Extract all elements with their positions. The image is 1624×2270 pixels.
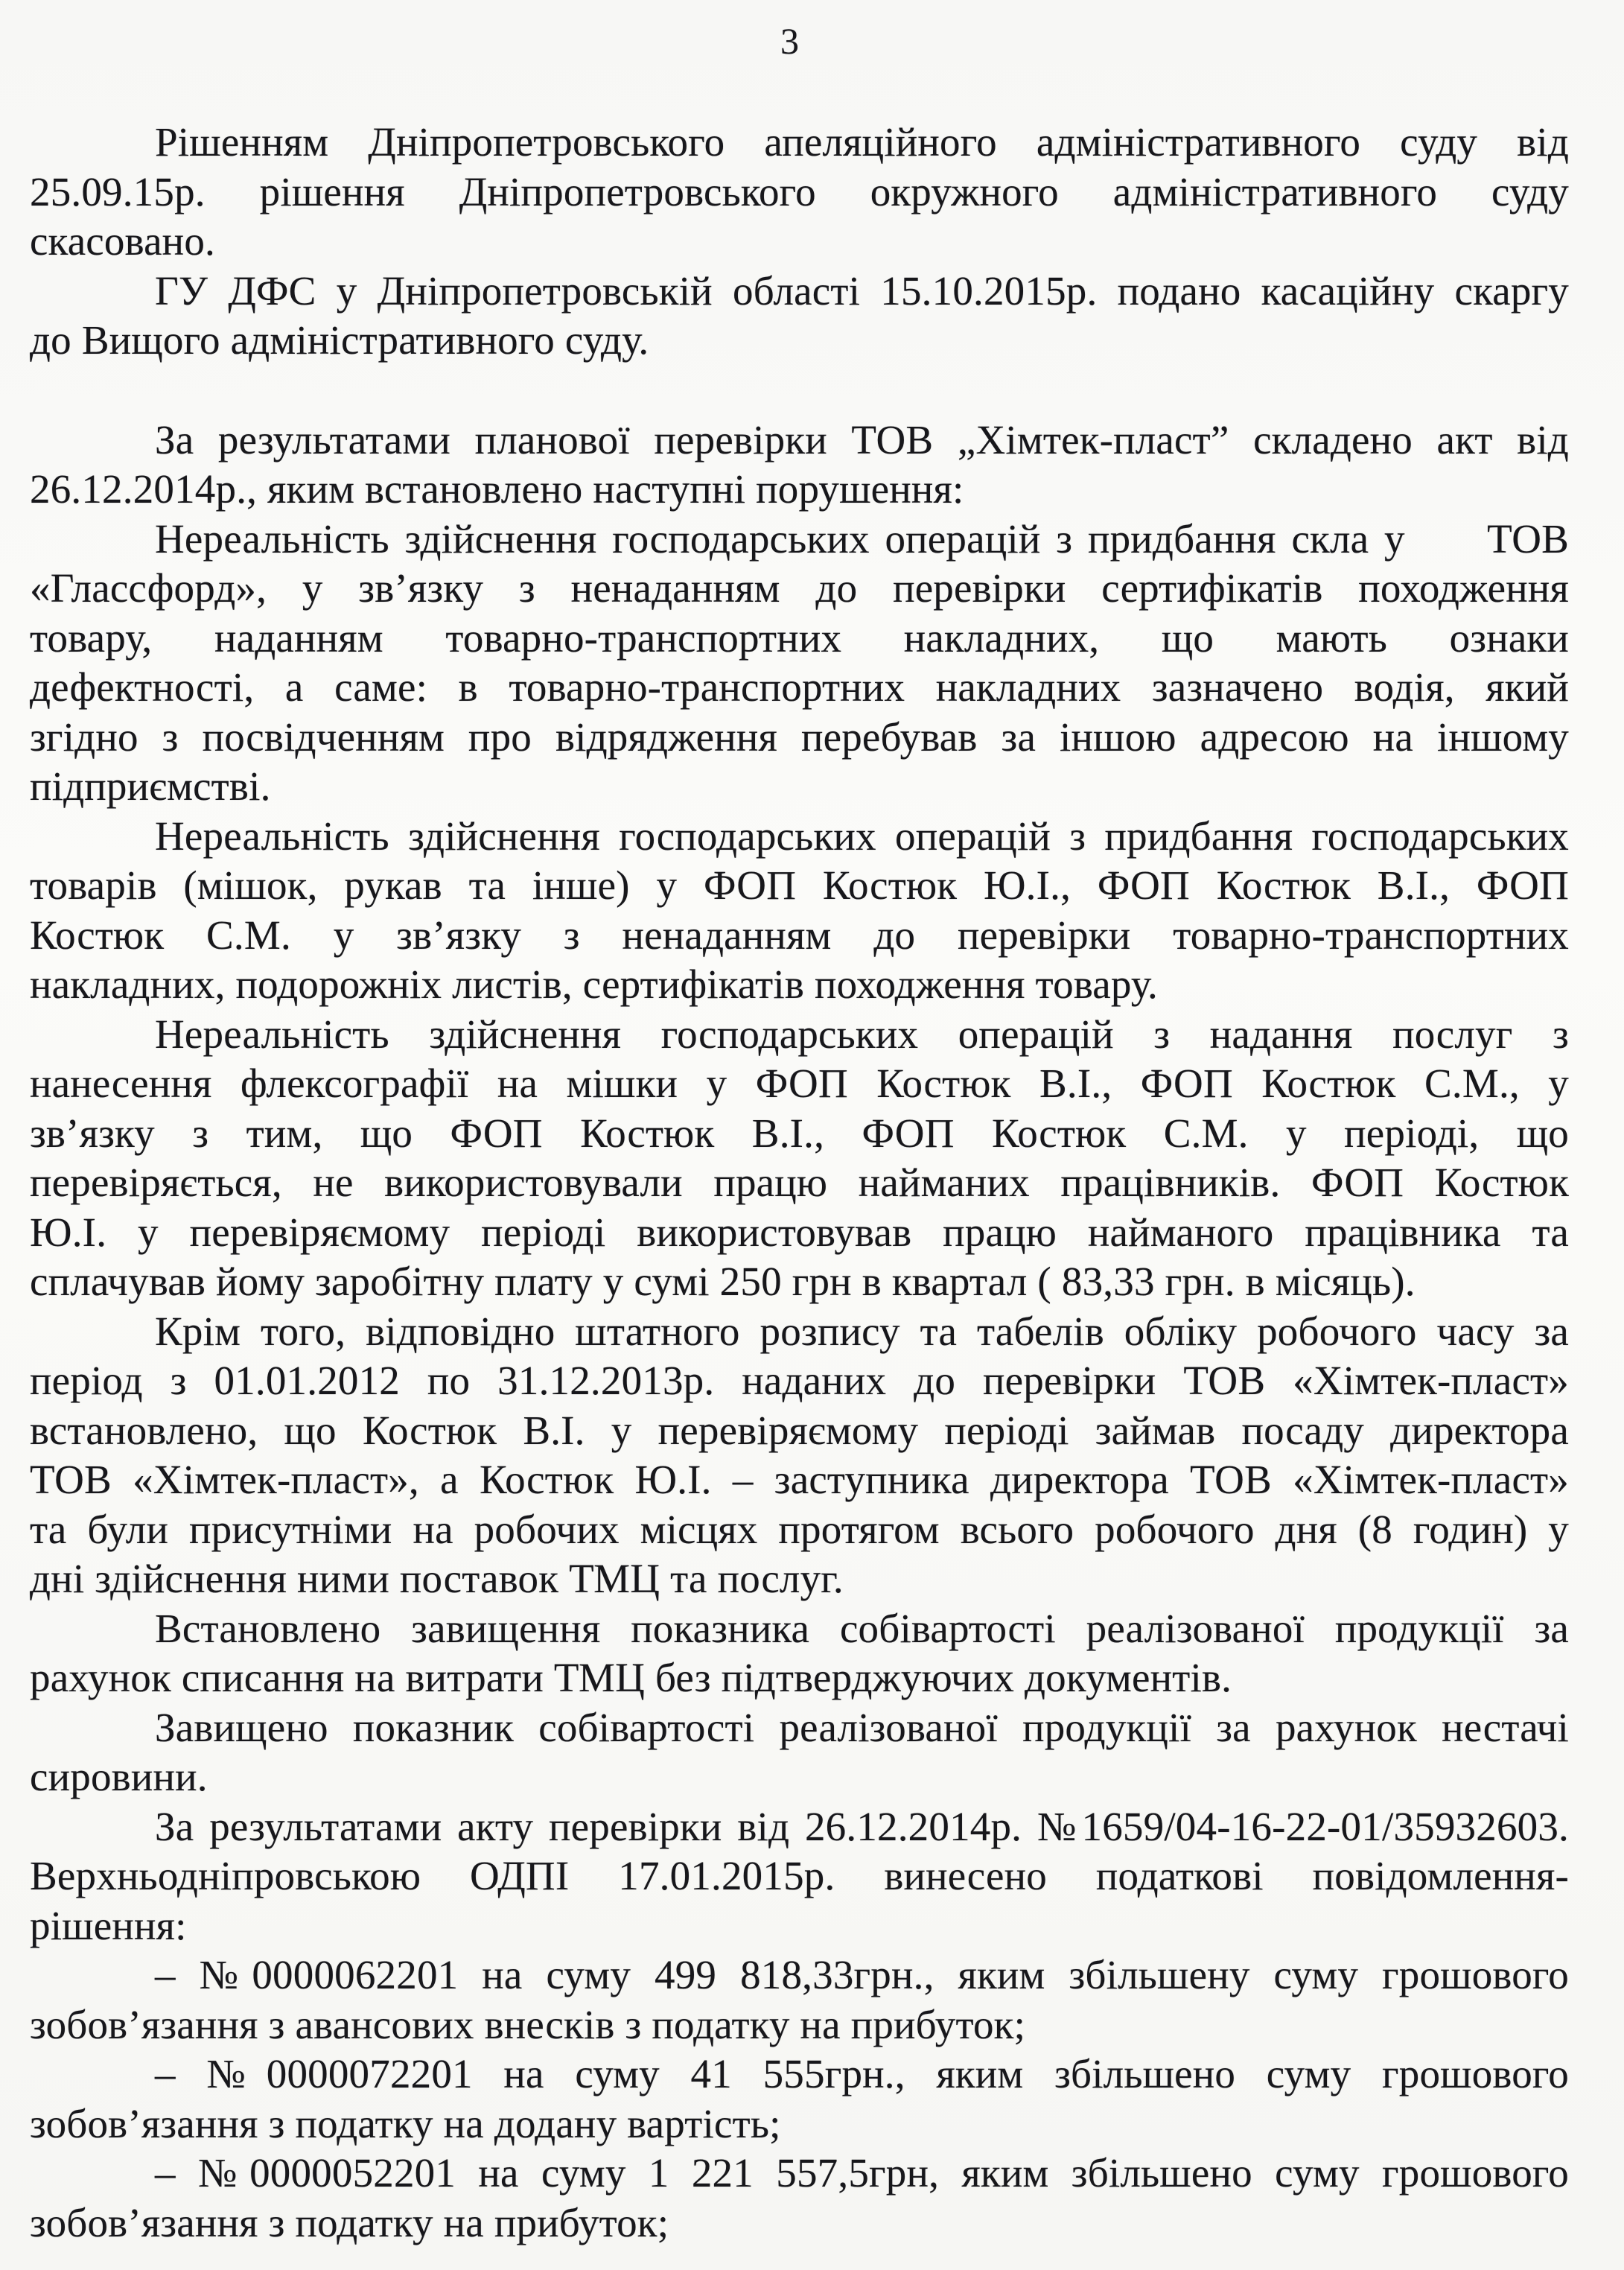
text-line: встановлено, що Костюк В.І. у перевіряємому періоді займав посаду директора <box>30 1407 1569 1453</box>
page-body <box>0 64 1624 2248</box>
blank-line <box>30 366 1569 416</box>
text-line: Нереальність здійснення господарських операцій з надання послуг з <box>155 1011 1569 1057</box>
text-line: Костюк С.М. у зв’язку з ненаданням до перевірки товарно-транспортних <box>30 912 1569 958</box>
text-line: – №0000072201 на суму 41 555грн., яким збільшено суму грошового <box>155 2051 1569 2096</box>
text-line: зв’язку з тим, що ФОП Костюк В.І., ФОП Костюк С.М. у періоді, що <box>30 1110 1569 1156</box>
text-line: сплачував йому заробітну плату у сумі 250 грн в квартал ( 83,33 грн. в місяць). <box>30 1259 1416 1304</box>
text-line: Ю.І. у перевіряємому періоді використовував працю найманого працівника та <box>30 1209 1569 1255</box>
text-line: За результатами планової перевірки ТОВ „Хімтек-пласт” складено акт від <box>155 416 1569 462</box>
text-line: зобов’язання з авансових внесків з податку на прибуток; <box>30 2001 1026 2047</box>
text-line: згідно з посвідченням про відрядження перебував за іншою адресою на іншому <box>30 713 1569 760</box>
text-line: Встановлено завищення показника собівартості реалізованої продукції за <box>155 1605 1569 1651</box>
text-line: підприємстві. <box>30 763 271 809</box>
text-line: зобов’язання з податку на додану вартість; <box>30 2100 781 2146</box>
page-number: 3 <box>780 20 799 62</box>
text-line: дефектності, а саме: в товарно-транспортних накладних зазначено водія, який <box>30 664 1569 710</box>
text-line: накладних, подорожніх листів, сертифікатів походження товару. <box>30 961 1159 1007</box>
text-line: період з 01.01.2012 по 31.12.2013р. наданих до перевірки ТОВ «Хімтек-пласт» <box>30 1358 1569 1403</box>
text-line: перевіряється, не використовували працю найманих працівників. ФОП Костюк <box>30 1160 1569 1205</box>
text-line: 25.09.15р. рішення Дніпропетровського окружного адміністративного суду <box>30 168 1569 214</box>
text-line: дні здійснення ними поставок ТМЦ та послуг. <box>30 1556 844 1601</box>
text-line: рішення: <box>30 1902 187 1948</box>
text-line: товару, наданням товарно-транспортних накладних, що мають ознаки <box>30 614 1569 661</box>
text-line: Крім того, відповідно штатного розпису та табелів обліку робочого часу за <box>155 1308 1569 1354</box>
text-line: та були присутніми на робочих місцях протягом всього робочого дня (8 годин) у <box>30 1506 1569 1552</box>
text-line: ГУ ДФС у Дніпропетровській області 15.10.2015р. подано касаційну скаргу <box>155 267 1569 314</box>
text-line: Нереальність здійснення господарських операцій з придбання скла у ТОВ <box>155 515 1569 562</box>
text-line: скасовано. <box>30 218 215 264</box>
text-line: – №0000052201 на суму 1 221 557,5грн, яким збільшено суму грошового <box>155 2150 1569 2196</box>
text-line: сировини. <box>30 1754 208 1799</box>
text-line: Нереальність здійснення господарських операцій з придбання господарських <box>155 813 1569 859</box>
text-line: За результатами акту перевірки від 26.12.2014р. №1659/04-16-22-01/35932603. <box>155 1803 1569 1849</box>
text-line: Рішенням Дніпропетровського апеляційного адміністративного суду від <box>155 119 1569 165</box>
text-line: – №0000062201 на суму 499 818,33грн., яким збільшену суму грошового <box>155 1952 1569 1997</box>
text-line: товарів (мішок, рукав та інше) у ФОП Костюк Ю.І., ФОП Костюк В.І., ФОП <box>30 862 1569 908</box>
text-line: зобов’язання з податку на прибуток; <box>30 2199 669 2245</box>
text-line: нанесення флексографії на мішки у ФОП Костюк В.І., ФОП Костюк С.М., у <box>30 1061 1569 1106</box>
text-line: Завищено показник собівартості реалізованої продукції за рахунок нестачі <box>155 1704 1569 1750</box>
text-line: 26.12.2014р., яким встановлено наступні порушення: <box>30 466 964 512</box>
text-line: рахунок списання на витрати ТМЦ без підтверджуючих документів. <box>30 1655 1232 1700</box>
text-line: ТОВ «Хімтек-пласт», а Костюк Ю.І. – заступника директора ТОВ «Хімтек-пласт» <box>30 1457 1569 1502</box>
text-line: до Вищого адміністративного суду. <box>30 317 649 363</box>
text-line: «Глассфорд», у зв’язку з ненаданням до перевірки сертифікатів походження <box>30 565 1569 611</box>
text-line: Верхньодніпровською ОДПІ 17.01.2015р. винесено податкові повідомлення- <box>30 1853 1569 1898</box>
